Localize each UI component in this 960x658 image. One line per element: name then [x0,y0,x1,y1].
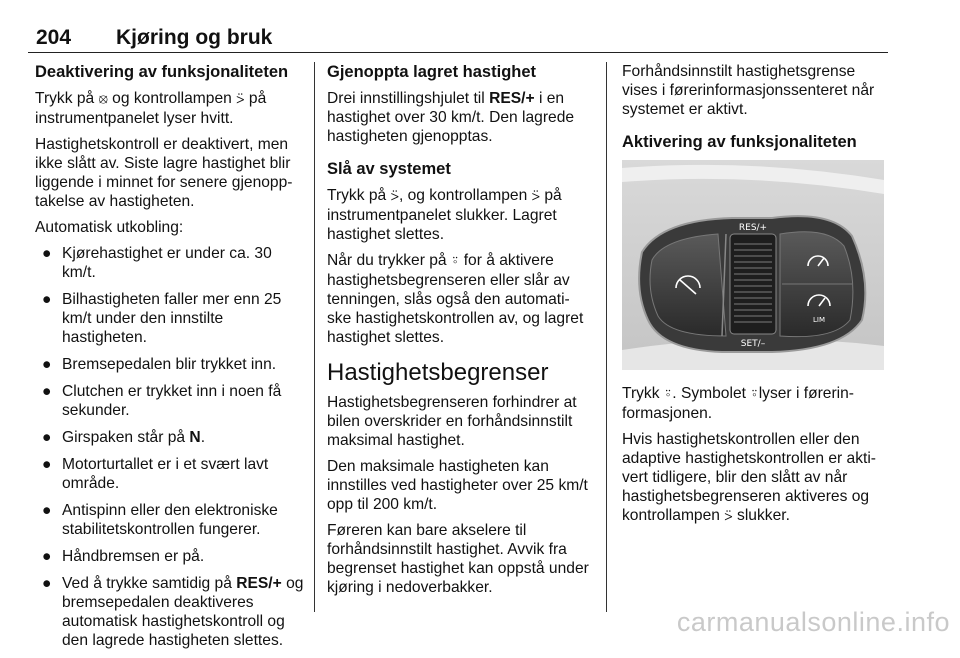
svg-text:RES/+: RES/+ [738,223,768,233]
heading-deactivation: Deaktivering av funksjonaliteten [35,63,289,81]
paragraph: Drei innstillingshjulet til RES/+ i en hastighet over 30 km/t. Den lagrede hastigheten gjenopptas. [327,90,575,145]
paragraph: Hastighetsbegrenseren forhindrer at bilen overskrider en forhåndsinnstilt maksimal hastighet. [327,394,577,449]
paragraph: Den maksimale hastigheten kan innstilles ved hastigheter over 25 km/t opp til 200 km/t. [327,458,588,513]
list-item: ● Clutchen er trykket inn i noen få sekunder. [42,383,282,419]
cruise-control-icon: ⍩ [531,188,541,204]
heading-switch-off: Slå av systemet [327,160,451,178]
column-divider [314,62,315,612]
watermark: carmanualsonline.info [676,607,950,637]
paragraph: Forhåndsinnstilt hastighetsgrense vises i førerinformasjonssenteret når systemet er aktivt. [622,63,875,118]
column-3 [622,62,890,533]
column-1 [35,62,307,658]
paragraph: Hastighetskontroll er deaktivert, men ikke slått av. Siste lagre hastighet blir liggende i minnet for senere gjenopp-takelse av hastigheten. [35,136,293,210]
svg-text:LIM: LIM [812,316,826,324]
paragraph: Trykk på ⦻ og kontrollampen ⍩ på instrumentpanelet lyser hvitt. [35,90,267,127]
paragraph: Trykk ⍤. Symbolet ⍤lyser i førerin-formasjonen. [622,385,855,422]
section-title: Kjøring og bruk [116,26,273,49]
paragraph: Automatisk utkobling: [35,219,184,236]
svg-text:SET/–: SET/– [740,339,766,349]
paragraph: Når du trykker på ⍤ for å aktivere hastighetsbegrenseren eller slår av tenningen, slås også den automati-ske hastighetskontrollen av, og lagret hastighet slettes. [327,252,584,346]
paragraph: Hvis hastighetskontrollen eller den adaptive hastighetskontrollen er akti-vert tidligere, blir den slått av når hastighetsbegrenseren aktiveres og kontrollampen ⍩ slukker. [622,431,876,524]
speed-limiter-icon: ⍤ [663,386,673,402]
heading-resume: Gjenoppta lagret hastighet [327,63,537,81]
list-item: ● Bremsepedalen blir trykket inn. [42,356,277,373]
page-header [28,26,888,53]
cruise-control-icon: ⍩ [724,508,733,524]
paragraph: Føreren kan bare akselere til forhåndsinnstilt hastighet. Avvik fra begrenset hastighet kan oppstå under kjøring i nedoverbakker. [327,522,589,596]
paragraph: Trykk på ⍩, og kontrollampen ⍩ på instrumentpanelet slukker. Lagret hastighet slettes. [327,187,562,243]
list-item: ● Håndbremsen er på. [42,548,205,565]
speed-limiter-icon: ⍤ [750,386,759,402]
heading-activation: Aktivering av funksjonaliteten [622,133,857,151]
heading-speed-limiter: Hastighetsbegrenser [327,359,549,386]
list-item: ● Motorturtallet er i et svært lavt område. [42,456,269,492]
cancel-icon: ⦻ [98,91,108,107]
column-divider [606,62,607,612]
page-number: 204 [36,26,72,49]
cruise-control-icon: ⍩ [236,91,245,107]
cruise-control-icon: ⍩ [390,188,399,204]
list-item: ● Antispinn eller den elektroniske stabilitetskontrollen fungerer. [42,502,278,538]
list-item: ● Kjørehastighet er under ca. 30 km/t. [42,245,272,281]
speed-limiter-icon: ⍤ [450,253,460,269]
list-item: ● Bilhastigheten faller mer enn 25 km/t under den innstilte hastigheten. [42,291,282,346]
steering-wheel-controls-photo [622,160,884,370]
list-item: ● Girspaken står på N. [42,429,206,446]
column-2 [327,62,593,604]
list-item: ● Ved å trykke samtidig på RES/+ og bremsepedalen deaktiveres automatisk hastighetskontroll og den lagrede hastigheten slettes. [42,575,304,649]
